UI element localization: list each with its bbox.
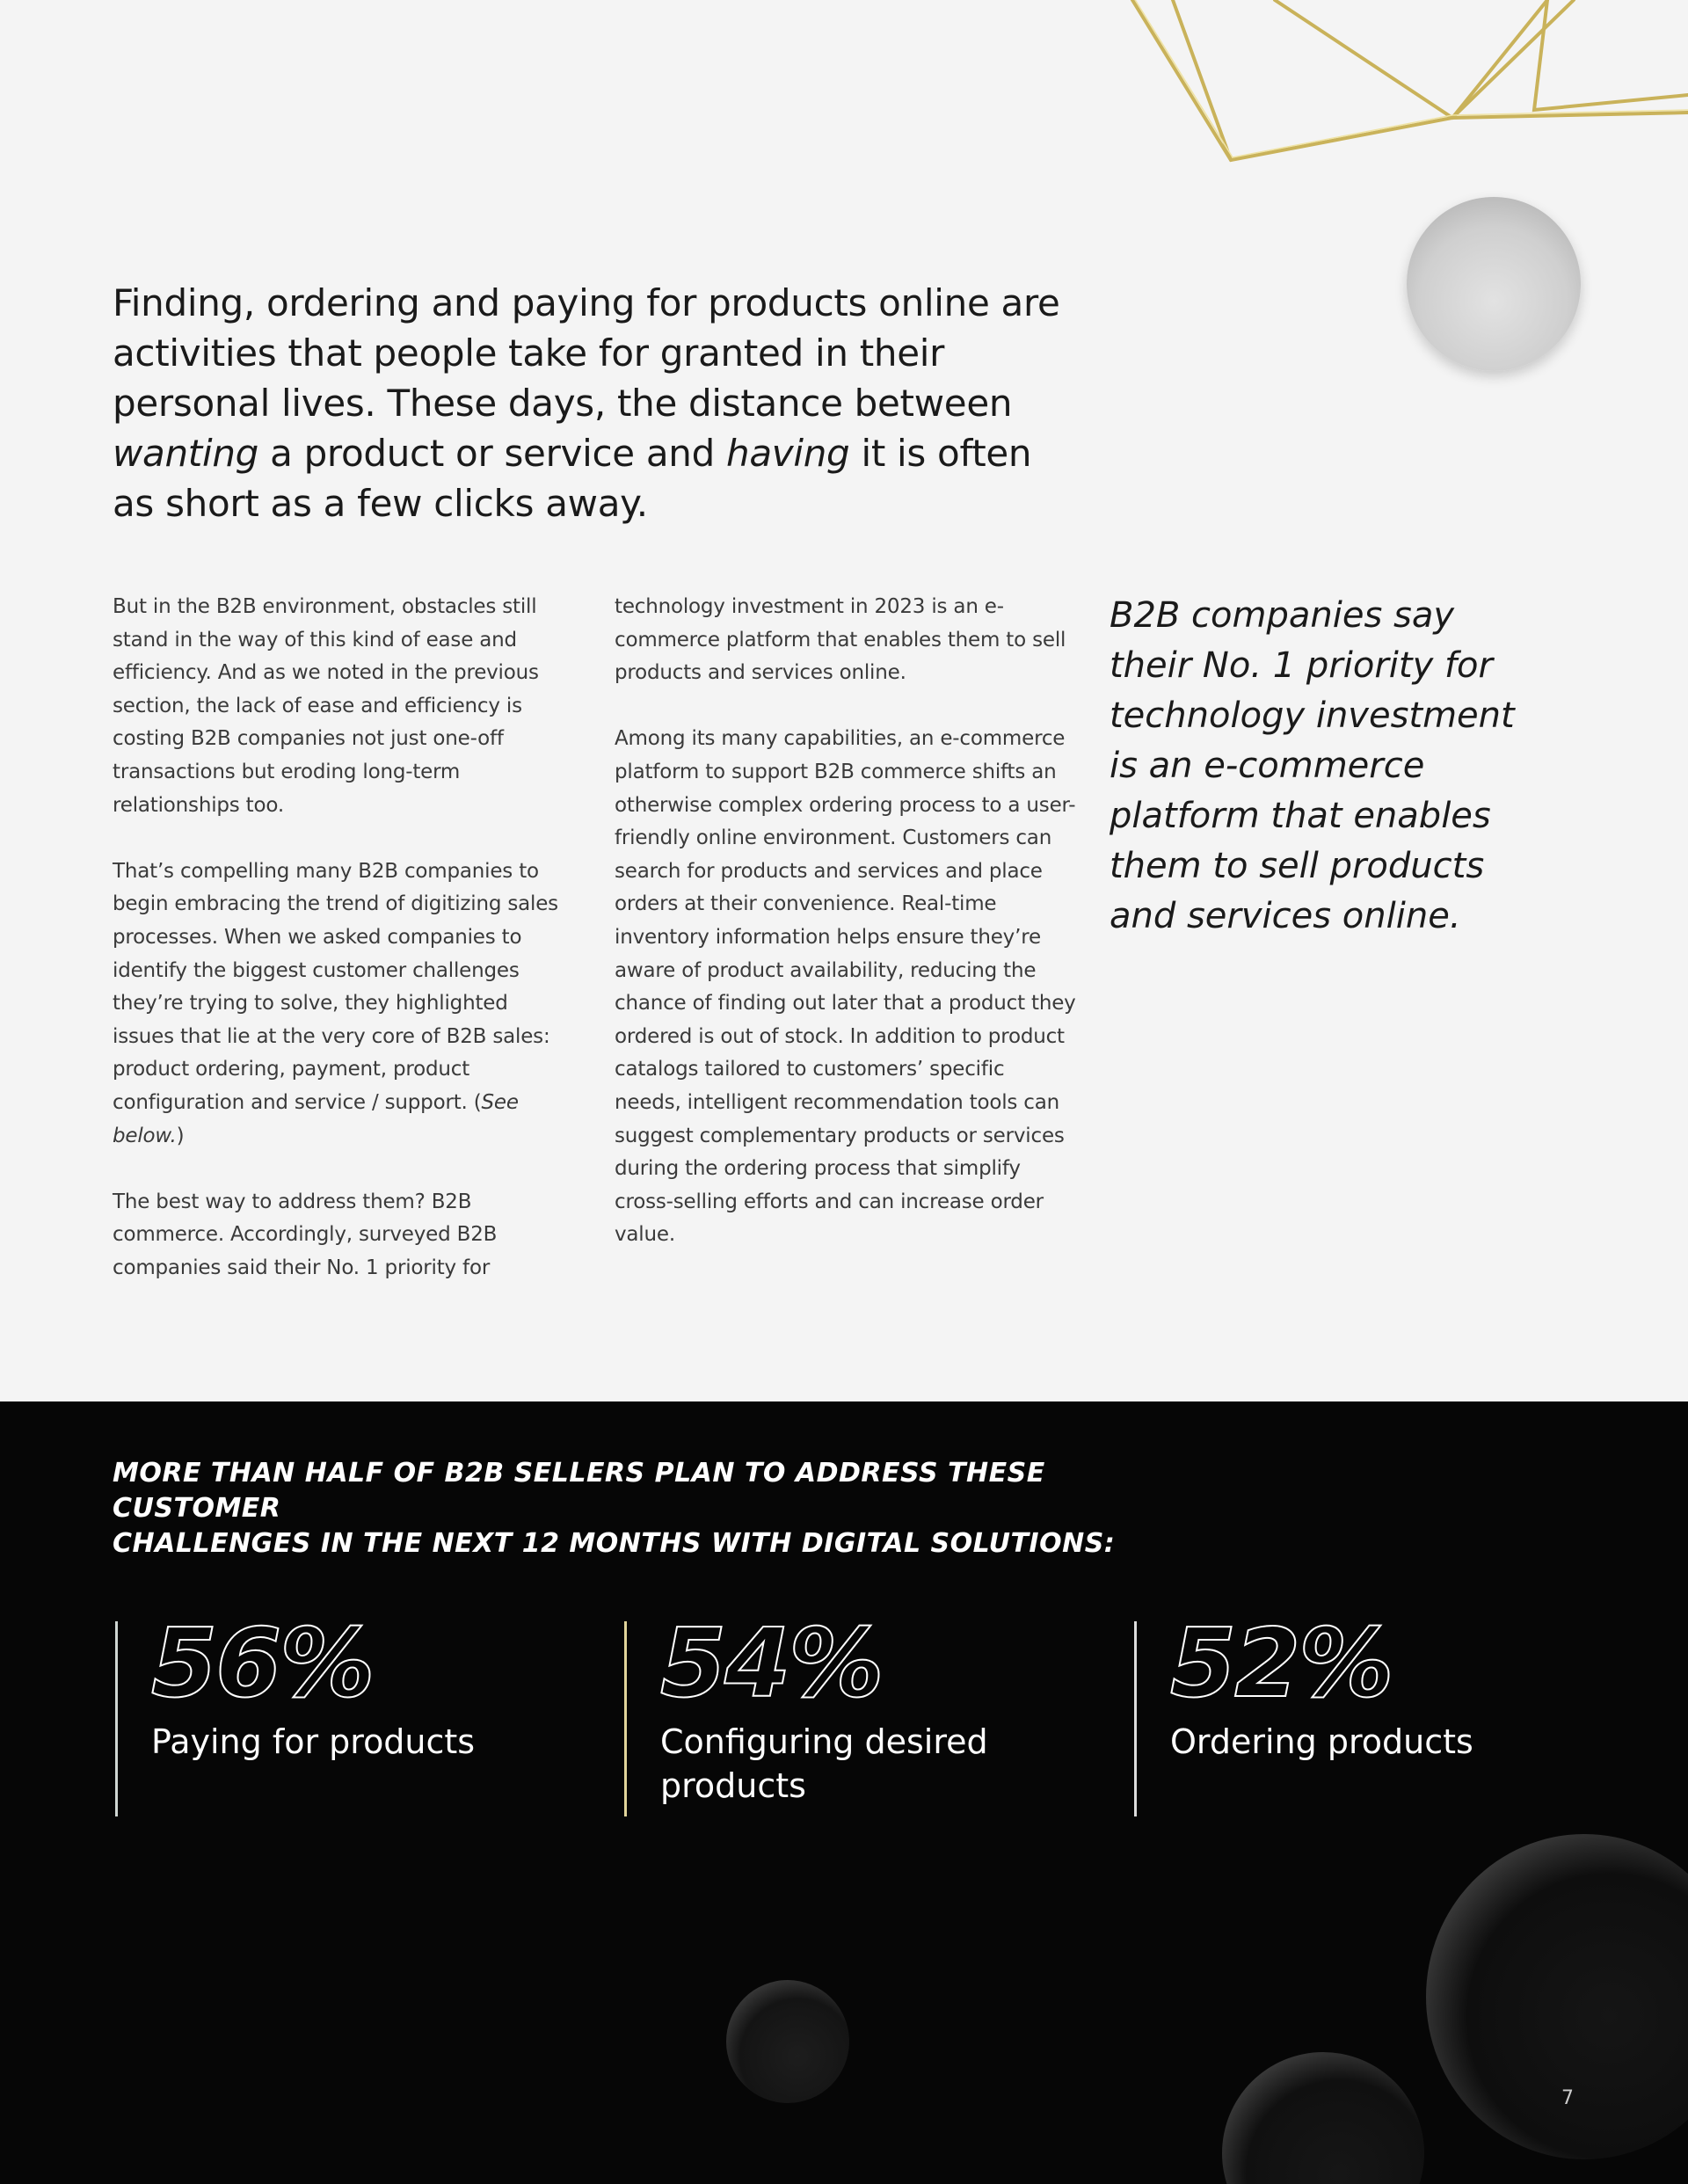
stats-section	[0, 1401, 1688, 2184]
dark-droplet-medium	[1222, 2052, 1424, 2184]
intro-part-2: a product or service and	[258, 432, 727, 475]
intro-em-having: having	[726, 432, 850, 475]
stat-label: Configuring desired products	[660, 1722, 988, 1805]
column1-paragraph-2	[113, 855, 570, 1153]
stat-value: 52%	[1170, 1609, 1393, 1719]
stats-headline	[113, 1456, 1168, 1562]
page-number: 7	[1561, 2087, 1574, 2109]
column2-paragraph-2: Among its many capabilities, an e-commerce platform to support B2B commerce shifts an otherwise complex ordering process to a user-friendly online environment. Customers can search for products and services and place orders at their convenience. Real-time inventory information helps ensure they’re aware of product availability, reducing the chance of finding out later that a product they ordered is out of stock. In addition to product catalogs tailored to customers’ specific needs, intelligent recommendation tools can suggest complementary products or services during the ordering process that simplify cross-selling efforts and can increase order value.	[615, 727, 1076, 1247]
stat-configuring	[624, 1609, 1030, 1816]
gold-geometric-wireframe	[1117, 0, 1688, 176]
stat-label: Paying for products	[151, 1722, 476, 1761]
intro-paragraph	[113, 278, 1062, 528]
stat-ordering	[1134, 1609, 1539, 1816]
stats-headline-line-1: MORE THAN HALF OF B2B SELLERS PLAN TO ADDRESS THESE CUSTOMER	[113, 1458, 1045, 1524]
stat-value: 54%	[660, 1609, 883, 1719]
intro-part-1: Finding, ordering and paying for products online are activities that people take for granted in their personal lives. These days, the distance between	[113, 281, 1060, 425]
column1-paragraph-1: But in the B2B environment, obstacles still stand in the way of this kind of ease and efficiency. And as we noted in the previous section, the lack of ease and efficiency is costing B2B companies not just one-off transactions but eroding long-term relationships too.	[113, 595, 539, 817]
column2-paragraph-1: technology investment in 2023 is an e-commerce platform that enables them to sell products and services online.	[615, 595, 1066, 685]
column1-paragraph-3: The best way to address them? B2B commerce. Accordingly, surveyed B2B companies said their No. 1 priority for	[113, 1190, 498, 1279]
dark-droplet-small	[726, 1980, 849, 2103]
stat-paying	[115, 1609, 520, 1816]
column1-p2-see-below: See below.	[113, 1090, 519, 1147]
water-droplet	[1407, 197, 1581, 371]
stat-label: Ordering products	[1170, 1722, 1473, 1761]
column1-p2-end: )	[176, 1124, 185, 1147]
dark-droplet-large	[1426, 1834, 1688, 2159]
stat-value: 56%	[151, 1609, 374, 1719]
column1-p2-text: That’s compelling many B2B companies to begin embracing the trend of digitizing sales processes. When we asked companies to identify the biggest customer challenges they’re trying to solve, they highlighted issues that lie at the very core of B2B sales: product ordering, payment, product configuration and service / support. (	[113, 859, 558, 1114]
intro-em-wanting: wanting	[113, 432, 259, 475]
pull-quote: B2B companies say their No. 1 priority for technology investment is an e-commerce platform that enables them to sell products and services online.	[1110, 595, 1515, 936]
intro-part-3: it is often as short as a few clicks away.	[113, 432, 1032, 525]
body-column-2	[615, 591, 1076, 1285]
stats-headline-line-2: CHALLENGES IN THE NEXT 12 MONTHS WITH DIGITAL SOLUTIONS:	[113, 1528, 1116, 1559]
body-column-1	[113, 591, 570, 1318]
